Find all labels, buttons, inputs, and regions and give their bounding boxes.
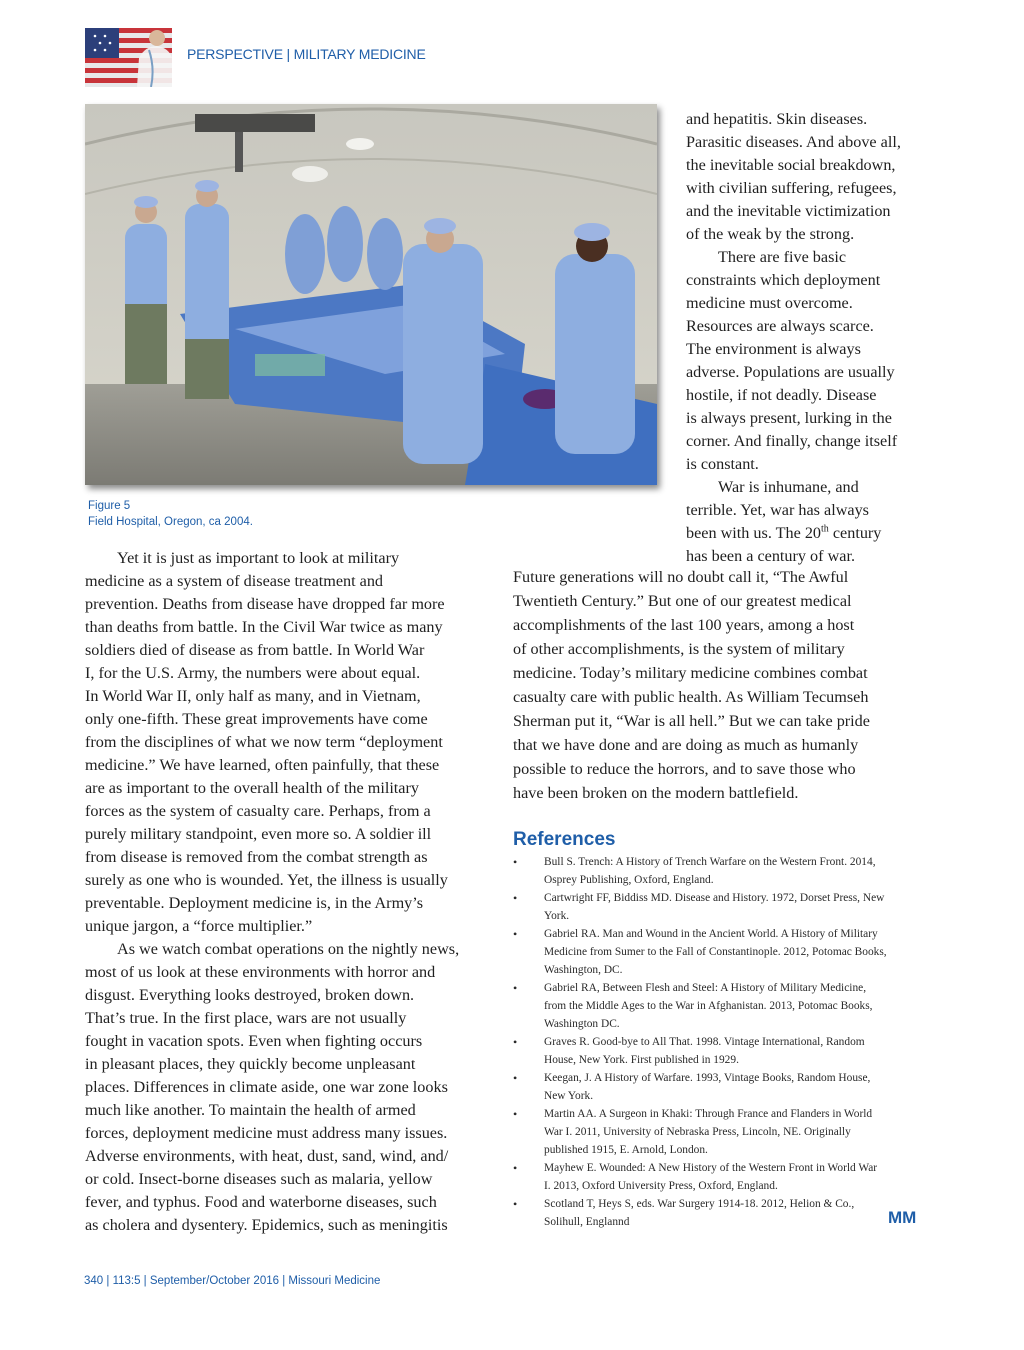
text-line: Future generations will no doubt call it, “The Awful [513, 568, 849, 586]
text-line: In World War II, only half as many, and in Vietnam, [85, 687, 421, 705]
text-line: much like another. To maintain the health of armed [85, 1101, 416, 1119]
field-hospital-photo [85, 104, 657, 485]
bullet-icon: • [513, 1035, 518, 1049]
bullet-icon: • [513, 1197, 518, 1211]
text-line: forces, deployment medicine must address many issues. [85, 1124, 448, 1142]
reference-line: War I. 2011, University of Nebraska Press, Lincoln, NE. Originally [544, 1126, 851, 1138]
text-line: preventable. Deployment medicine is, in the Army’s [85, 894, 424, 912]
text-fragment: been with us. The 20 [686, 524, 822, 542]
text-line: medicine must overcome. [686, 294, 853, 312]
bullet-icon: • [513, 855, 518, 869]
text-line: prevention. Deaths from disease have dropped far more [85, 595, 445, 613]
left-column [85, 547, 459, 1237]
text-line: Sherman put it, “War is all hell.” But we can take pride [513, 712, 870, 730]
text-line: most of us look at these environments with horror and [85, 963, 436, 981]
text-line: Yet it is just as important to look at military [117, 549, 400, 567]
text-line: There are five basic [718, 248, 847, 266]
text-line: that we have done and are doing as much as humanly [513, 736, 859, 754]
reference-line: York. [544, 910, 570, 922]
reference-line: Mayhew E. Wounded: A New History of the Western Front in World War [544, 1162, 878, 1174]
right-column-top [686, 108, 901, 568]
text-line: places. Differences in climate aside, one war zone looks [85, 1078, 448, 1096]
text-line: with civilian suffering, refugees, [686, 179, 897, 197]
figure-label: Figure 5 [88, 500, 131, 512]
text-line: fought in vacation spots. Even when fighting occurs [85, 1032, 423, 1050]
bullet-icon: • [513, 1107, 518, 1121]
text-line: Parasitic diseases. And above all, [686, 133, 901, 151]
reference-line: Washington, DC. [544, 964, 623, 976]
reference-item [513, 1069, 933, 1105]
bullet-icon: • [513, 891, 518, 905]
text-line: medicine.” We have learned, often painfully, that these [85, 756, 440, 774]
text-line: in pleasant places, they quickly become unpleasant [85, 1055, 416, 1073]
references-list [513, 853, 933, 1231]
text-line: hostile, if not deadly. Disease [686, 386, 877, 404]
text-line: are as important to the overall health of the military [85, 779, 419, 797]
reference-item [513, 889, 933, 925]
text-line: Twentieth Century.” But one of our greatest medical [513, 592, 852, 610]
text-line: casualty care with public health. As William Tecumseh [513, 688, 869, 706]
reference-line: from the Middle Ages to the War in Afghanistan. 2013, Potomac Books, [544, 1000, 873, 1012]
reference-line: House, New York. First published in 1929. [544, 1054, 739, 1066]
text-line: from disease is removed from the combat strength as [85, 848, 428, 866]
text-line: constraints which deployment [686, 271, 881, 289]
text-line: purely military standpoint, even more so. A soldier ill [85, 825, 432, 843]
flag-doctor-logo-icon [85, 28, 172, 87]
text-line: forces as the system of casualty care. Perhaps, from a [85, 802, 431, 820]
text-line: of the weak by the strong. [686, 225, 855, 243]
reference-line: Gabriel RA, Between Flesh and Steel: A History of Military Medicine, [544, 982, 867, 994]
text-line: corner. And finally, change itself [686, 432, 898, 450]
text-line: As we watch combat operations on the nightly news, [117, 940, 460, 958]
text-line: unique jargon, a “force multiplier.” [85, 917, 313, 935]
text-line: from the disciplines of what we now term “deployment [85, 733, 443, 751]
page-footer: 340 | 113:5 | September/October 2016 | Missouri Medicine [84, 1275, 381, 1287]
text-line: possible to reduce the horrors, and to save those who [513, 760, 856, 778]
text-line: only one-fifth. These great improvements have come [85, 710, 428, 728]
text-fragment: century [828, 524, 882, 542]
reference-line: Bull S. Trench: A History of Trench Warfare on the Western Front. 2014, [544, 856, 876, 868]
reference-line: Solihull, Englannd [544, 1216, 630, 1228]
text-line: and hepatitis. Skin diseases. [686, 110, 868, 128]
reference-item [513, 1105, 933, 1159]
reference-line: Graves R. Good-bye to All That. 1998. Vintage International, Random [544, 1036, 865, 1048]
reference-line: Osprey Publishing, Oxford, England. [544, 874, 714, 886]
text-line: terrible. Yet, war has always [686, 501, 869, 519]
text-line: than deaths from battle. In the Civil War twice as many [85, 618, 443, 636]
reference-line: Scotland T, Heys S, eds. War Surgery 1914-18. 2012, Helion & Co., [544, 1198, 855, 1210]
text-line: accomplishments of the last 100 years, among a host [513, 616, 855, 634]
reference-line: Gabriel RA. Man and Wound in the Ancient World. A History of Military [544, 928, 878, 940]
bullet-icon: • [513, 927, 518, 941]
reference-item [513, 979, 933, 1033]
reference-item [513, 1159, 933, 1195]
text-line: disgust. Everything looks destroyed, broken down. [85, 986, 415, 1004]
text-line: Adverse environments, with heat, dust, sand, wind, and/ [85, 1147, 449, 1165]
reference-line: published 1915, E. Arnold, London. [544, 1144, 708, 1156]
text-line: as cholera and dysentery. Epidemics, such as meningitis [85, 1216, 448, 1234]
text-line: has been a century of war. [686, 547, 855, 565]
text-line: medicine as a system of disease treatment and [85, 572, 384, 590]
text-line: fever, and typhus. Food and waterborne diseases, such [85, 1193, 437, 1211]
reference-item [513, 853, 933, 889]
text-line: is always present, lurking in the [686, 409, 892, 427]
right-column-bottom [513, 565, 870, 805]
reference-item [513, 1033, 933, 1069]
text-line: War is inhumane, and [718, 478, 859, 496]
figure-caption [88, 498, 253, 530]
reference-line: New York. [544, 1090, 594, 1102]
text-line: is constant. [686, 455, 759, 473]
reference-item [513, 925, 933, 979]
bullet-icon: • [513, 1071, 518, 1085]
text-line: I, for the U.S. Army, the numbers were about equal. [85, 664, 421, 682]
text-line: soldiers died of disease as from battle. In World War [85, 641, 425, 659]
reference-line: I. 2013, Oxford University Press, Oxford, England. [544, 1180, 778, 1192]
reference-line: Keegan, J. A History of Warfare. 1993, Vintage Books, Random House, [544, 1072, 871, 1084]
text-line: of other accomplishments, is the system of military [513, 640, 845, 658]
text-line: medicine. Today’s military medicine combines combat [513, 664, 868, 682]
reference-line: Martin AA. A Surgeon in Khaki: Through France and Flanders in World [544, 1108, 873, 1120]
superscript: th [821, 523, 829, 535]
text-line: and the inevitable victimization [686, 202, 891, 220]
text-line: or cold. Insect-borne diseases such as malaria, yellow [85, 1170, 433, 1188]
figure-caption-text: Field Hospital, Oregon, ca 2004. [88, 516, 253, 528]
text-line: That’s true. In the first place, wars are not usually [85, 1009, 407, 1027]
text-line: The environment is always [686, 340, 861, 358]
text-line [686, 522, 901, 545]
bullet-icon: • [513, 981, 518, 995]
text-line: the inevitable social breakdown, [686, 156, 896, 174]
reference-item [513, 1195, 933, 1231]
text-line: adverse. Populations are usually [686, 363, 895, 381]
text-line: have been broken on the modern battlefield. [513, 784, 799, 802]
end-mark: MM [888, 1208, 917, 1227]
text-line: Resources are always scarce. [686, 317, 874, 335]
reference-line: Cartwright FF, Biddiss MD. Disease and History. 1972, Dorset Press, New [544, 892, 885, 904]
reference-line: Medicine from Sumer to the Fall of Constantinople. 2012, Potomac Books, [544, 946, 887, 958]
bullet-icon: • [513, 1161, 518, 1175]
text-line: surely as one who is wounded. Yet, the illness is usually [85, 871, 448, 889]
section-header: PERSPECTIVE | MILITARY MEDICINE [187, 46, 426, 62]
reference-line: Washington DC. [544, 1018, 620, 1030]
references-heading: References [513, 829, 616, 850]
